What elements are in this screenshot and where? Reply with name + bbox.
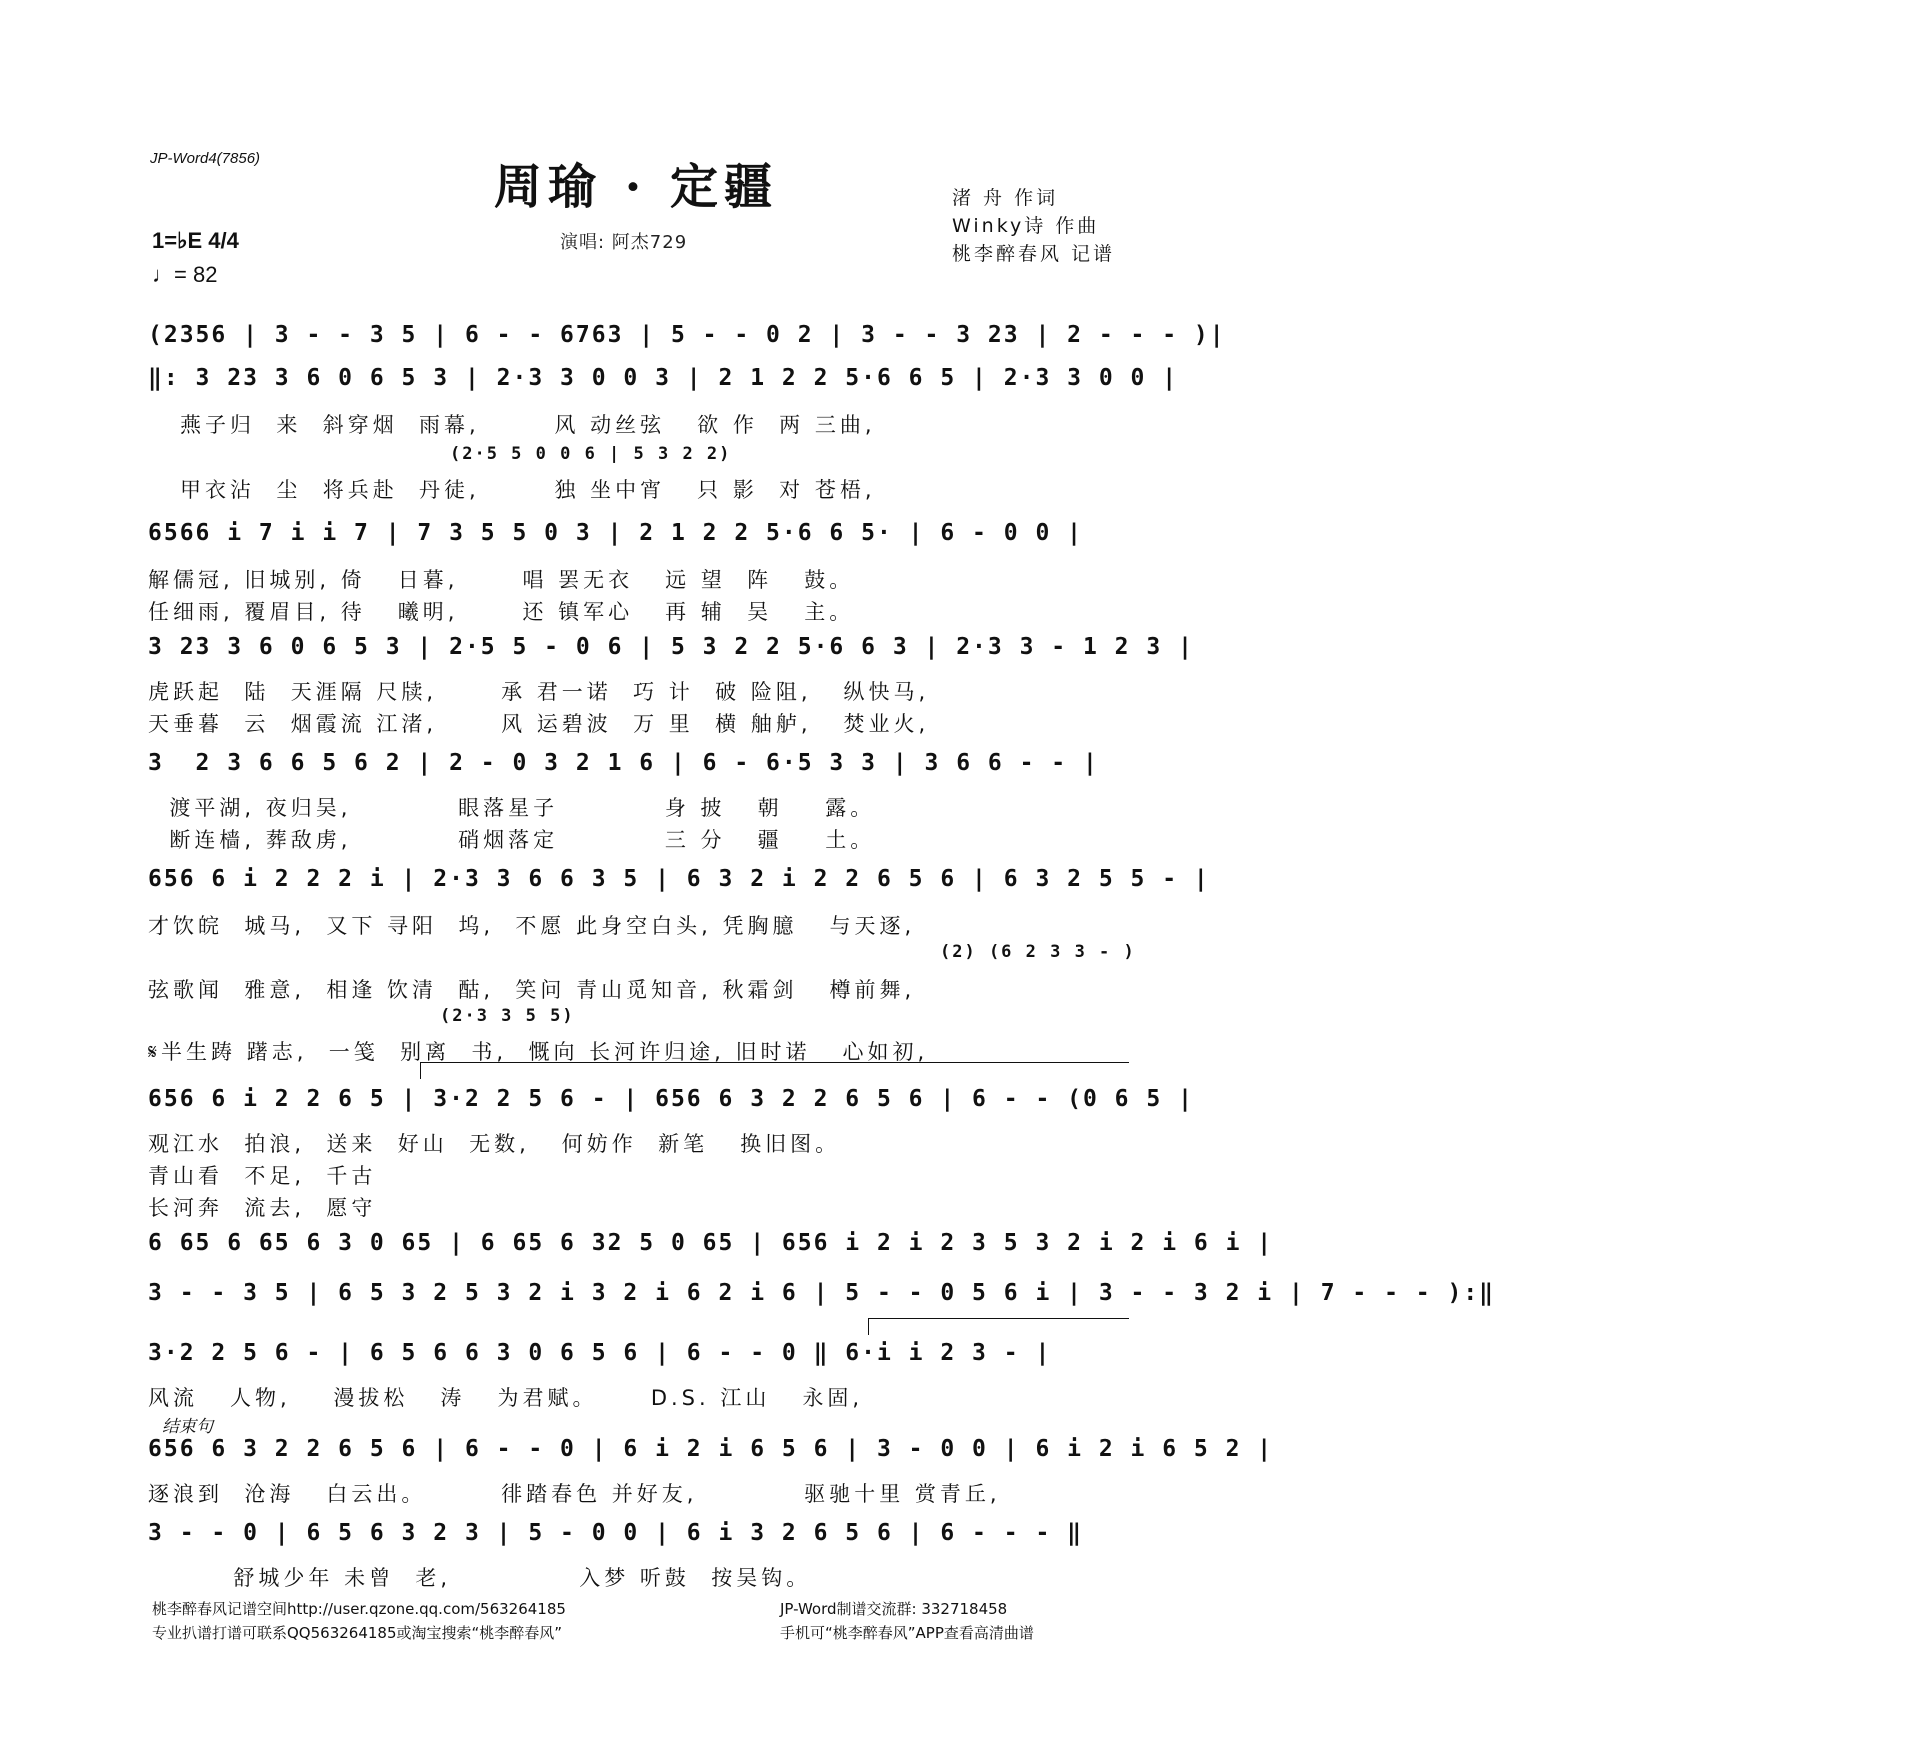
notation-line: 3 23 3 6 0 6 5 3 | 2·5 5 - 0 6 | 5 3 2 2 5·6 6 3 | 2·3 3 - 1 2 3 |	[148, 634, 1194, 660]
lyric-line: 解儒冠, 旧城别, 倚 日暮, 唱 罢无衣 远 望 阵 鼓。	[148, 568, 855, 592]
lyricist-credit: 渚 舟 作词	[952, 187, 1059, 209]
ending-label: 结束句	[162, 1417, 213, 1437]
notation-line: 3 - - 3 5 | 6 5 3 2 5 3 2 i 3 2 i 6 2 i 6 | 5 - - 0 5 6 i | 3 - - 3 2 i | 7 - - - ):‖	[148, 1280, 1496, 1306]
lyric-line: 才饮皖 城马, 又下 寻阳 坞, 不愿 此身空白头, 凭胸臆 与天逐,	[148, 914, 916, 938]
notation-line: (2356 | 3 - - 3 5 | 6 - - 6763 | 5 - - 0 2 | 3 - - 3 23 | 2 - - - )|	[148, 322, 1226, 348]
lyric-line: 观江水 拍浪, 送来 好山 无数, 何妨作 新笔 换旧图。	[148, 1132, 841, 1156]
notation-line: (2) (6 2 3 3 - )	[940, 942, 1136, 962]
notation-line: (2·3 3 5 5)	[440, 1006, 575, 1026]
lyric-line: 渡平湖, 夜归吴, 眼落星子 身 披 朝 露。	[148, 796, 876, 820]
lyric-line: 舒城少年 未曾 老, 入梦 听鼓 按吴钩。	[148, 1566, 812, 1590]
singer-label: 演唱: 阿杰729	[560, 232, 688, 253]
notation-line: 6566 i 7 i i 7 | 7 3 5 5 0 3 | 2 1 2 2 5·6 6 5· | 6 - 0 0 |	[148, 520, 1083, 546]
lyric-line: 天垂暮 云 烟霞流 江渚, 风 运碧波 万 里 横 舳舻, 焚业火,	[148, 712, 930, 736]
key-signature: 1=♭E 4/4	[152, 228, 239, 253]
footer-right-1: JP-Word制谱交流群: 332718458	[780, 1600, 1008, 1618]
lyric-line: 风流 人物, 漫拔松 涛 为君赋。 D.S. 江山 永固,	[148, 1386, 864, 1410]
page-title: 周瑜 · 定疆	[493, 159, 779, 215]
volta-bracket-2	[868, 1318, 1129, 1335]
footer-right-2: 手机可“桃李醉春风”APP查看高清曲谱	[780, 1624, 1034, 1642]
lyric-line: 断连樯, 葬敌虏, 硝烟落定 三 分 疆 土。	[148, 828, 876, 852]
lyric-line: 逐浪到 沧海 白云出。 徘踏春色 并好友, 驱驰十里 赏青丘,	[148, 1482, 1001, 1506]
composer-credit: Winky诗 作曲	[952, 215, 1100, 237]
notation-line: 3 2 3 6 6 5 6 2 | 2 - 0 3 2 1 6 | 6 - 6·5 3 3 | 3 6 6 - - |	[148, 750, 1099, 776]
notation-line: 656 6 i 2 2 2 i | 2·3 3 6 6 3 5 | 6 3 2 i 2 2 6 5 6 | 6 3 2 5 5 - |	[148, 866, 1210, 892]
notation-line: ‖: 3 23 3 6 0 6 5 3 | 2·3 3 0 0 3 | 2 1 2 2 5·6 6 5 | 2·3 3 0 0 |	[148, 365, 1179, 391]
transcriber-credit: 桃李醉春风 记谱	[952, 243, 1116, 265]
notation-line: 656 6 i 2 2 6 5 | 3·2 2 5 6 - | 656 6 3 2 2 6 5 6 | 6 - - (0 6 5 |	[148, 1086, 1194, 1112]
lyric-line: 任细雨, 覆眉目, 待 曦明, 还 镇军心 再 辅 吴 主。	[148, 600, 855, 624]
volta-bracket-1	[420, 1062, 1129, 1079]
lyric-line: 长河奔 流去, 愿守	[148, 1196, 377, 1220]
source-label: JP-Word4(7856)	[150, 150, 261, 167]
lyric-line: 甲衣沾 尘 将兵赴 丹徒, 独 坐中宵 只 影 对 苍梧,	[180, 478, 876, 502]
footer-left-1: 桃李醉春风记谱空间http://user.qzone.qq.com/563264185	[152, 1600, 566, 1618]
lyric-line: 弦歌闻 雅意, 相逢 饮清 酤, 笑问 青山觅知音, 秋霜剑 樽前舞,	[148, 978, 916, 1002]
notation-line: 3·2 2 5 6 - | 6 5 6 6 3 0 6 5 6 | 6 - - 0 ‖ 6·i i 2 3 - |	[148, 1340, 1052, 1366]
lyric-line: 虎跃起 陆 天涯隔 尺牍, 承 君一诺 巧 计 破 险阻, 纵快马,	[148, 680, 930, 704]
tempo-marking: ♩= 82	[152, 262, 218, 287]
footer-left-2: 专业扒谱打谱可联系QQ563264185或淘宝搜索“桃李醉春风”	[152, 1624, 563, 1642]
notation-line: 656 6 3 2 2 6 5 6 | 6 - - 0 | 6 i 2 i 6 5 6 | 3 - 0 0 | 6 i 2 i 6 5 2 |	[148, 1436, 1274, 1462]
lyric-line: 𝄋半生踌 躇志, 一笺 别离 书, 慨向 长河许归途, 旧时诺 心如初,	[148, 1040, 929, 1064]
notation-line: (2·5 5 0 0 6 | 5 3 2 2)	[450, 444, 732, 464]
lyric-line: 青山看 不足, 千古	[148, 1164, 377, 1188]
notation-line: 6 65 6 65 6 3 0 65 | 6 65 6 32 5 0 65 | 656 i 2 i 2 3 5 3 2 i 2 i 6 i |	[148, 1230, 1274, 1256]
credits	[952, 184, 1115, 268]
notation-line: 3 - - 0 | 6 5 6 3 2 3 | 5 - 0 0 | 6 i 3 2 6 5 6 | 6 - - - ‖	[148, 1520, 1083, 1546]
lyric-line: 燕子归 来 斜穿烟 雨幕, 风 动丝弦 欲 作 两 三曲,	[180, 413, 876, 437]
